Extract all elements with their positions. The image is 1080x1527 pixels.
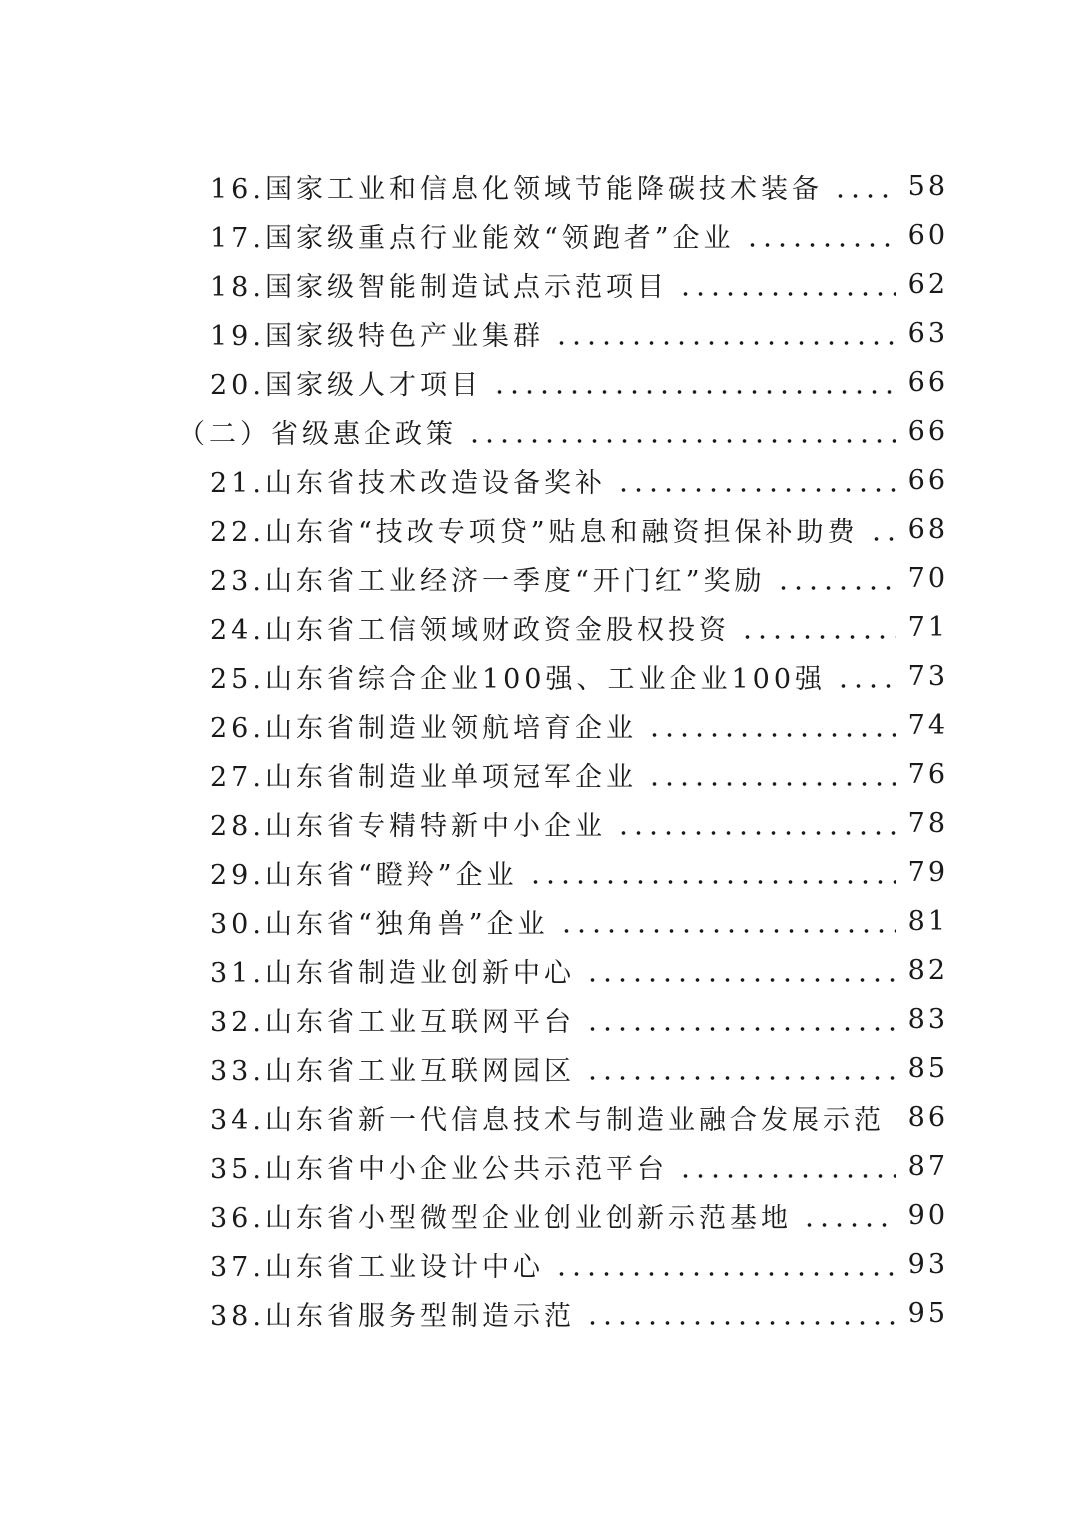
toc-entry-page: 76 (907, 759, 948, 790)
dot-leader (869, 537, 896, 541)
toc-entry-page: 66 (907, 465, 948, 496)
toc-entry-title: 27.山东省制造业单项冠军企业 (210, 762, 637, 793)
toc-entry-title: 32.山东省工业互联网平台 (210, 1007, 575, 1038)
toc-entry-title: 16.国家工业和信息化领域节能降碳技术装备 (210, 174, 823, 205)
toc-entry-title: 24.山东省工信领域财政资金股权投资 (210, 615, 730, 646)
toc-entry-title: 31.山东省制造业创新中心 (210, 958, 575, 989)
toc-section-provincial[interactable] (0, 407, 1080, 456)
toc-entry-33[interactable] (0, 1044, 1080, 1093)
toc-entry-28[interactable] (0, 799, 1080, 848)
dot-leader (467, 439, 896, 443)
toc-entry-title: 25.山东省综合企业100强、工业企业100强 (210, 664, 827, 695)
dot-leader (895, 1125, 896, 1129)
toc-entry-page: 95 (907, 1298, 948, 1329)
dot-leader (585, 978, 896, 982)
toc-entry-18[interactable] (0, 260, 1080, 309)
dot-leader (678, 292, 896, 296)
toc-section-title: （二）省级惠企政策 (178, 419, 457, 450)
dot-leader (776, 586, 896, 590)
toc-entry-29[interactable] (0, 848, 1080, 897)
toc-entry-26[interactable] (0, 701, 1080, 750)
toc-entry-27[interactable] (0, 750, 1080, 799)
toc-entry-32[interactable] (0, 995, 1080, 1044)
toc-section-page: 66 (907, 416, 948, 447)
toc-entry-title: 18.国家级智能制造试点示范项目 (210, 272, 668, 303)
toc-entry-title: 38.山东省服务型制造示范 (210, 1301, 575, 1332)
toc-entry-24[interactable] (0, 603, 1080, 652)
toc-entry-page: 62 (907, 269, 948, 300)
dot-leader (745, 243, 896, 247)
dot-leader (585, 1321, 896, 1325)
toc-entry-31[interactable] (0, 946, 1080, 995)
toc-entry-16[interactable] (0, 162, 1080, 211)
toc-entry-page: 63 (907, 318, 948, 349)
dot-leader (554, 341, 896, 345)
dot-leader (528, 880, 896, 884)
dot-leader (647, 782, 896, 786)
dot-leader (616, 488, 896, 492)
dot-leader (559, 929, 896, 933)
toc-entry-25[interactable] (0, 652, 1080, 701)
dot-leader (616, 831, 896, 835)
toc-entry-page: 73 (907, 661, 948, 692)
toc-entry-30[interactable] (0, 897, 1080, 946)
toc-entry-38[interactable] (0, 1289, 1080, 1338)
toc-entry-title: 26.山东省制造业领航培育企业 (210, 713, 637, 744)
dot-leader (585, 1027, 896, 1031)
toc-entry-page: 87 (907, 1151, 948, 1182)
toc-entry-page: 83 (907, 1004, 948, 1035)
dot-leader (647, 733, 896, 737)
toc-entry-page: 68 (907, 514, 948, 545)
toc-entry-title: 30.山东省“独角兽”企业 (210, 909, 549, 940)
toc-entry-title: 29.山东省“瞪羚”企业 (210, 860, 518, 891)
toc-entry-page: 60 (907, 220, 948, 251)
toc-entry-17[interactable] (0, 211, 1080, 260)
dot-leader (492, 390, 896, 394)
toc-entry-page: 71 (907, 612, 948, 643)
toc-entry-title: 33.山东省工业互联网园区 (210, 1056, 575, 1087)
toc-entry-34[interactable] (0, 1093, 1080, 1142)
dot-leader (740, 635, 896, 639)
toc-entry-page: 74 (907, 710, 948, 741)
toc-entry-page: 90 (907, 1200, 948, 1231)
toc-entry-title: 34.山东省新一代信息技术与制造业融合发展示范 (210, 1105, 885, 1136)
toc-entry-21[interactable] (0, 456, 1080, 505)
toc-entry-page: 82 (907, 955, 948, 986)
dot-leader (836, 684, 896, 688)
toc-entry-page: 81 (907, 906, 948, 937)
toc-entry-page: 79 (907, 857, 948, 888)
toc-entry-title: 23.山东省工业经济一季度“开门红”奖励 (210, 566, 766, 597)
toc-entry-title: 36.山东省小型微型企业创业创新示范基地 (210, 1203, 792, 1234)
toc-entry-title: 17.国家级重点行业能效“领跑者”企业 (210, 223, 735, 254)
dot-leader (833, 194, 896, 198)
dot-leader (678, 1174, 896, 1178)
toc-entry-title: 37.山东省工业设计中心 (210, 1252, 544, 1283)
toc-entry-page: 58 (907, 171, 948, 202)
toc-entry-title: 28.山东省专精特新中小企业 (210, 811, 606, 842)
toc-entry-title: 35.山东省中小企业公共示范平台 (210, 1154, 668, 1185)
toc-entry-page: 86 (907, 1102, 948, 1133)
toc-entry-title: 20.国家级人才项目 (210, 370, 482, 401)
dot-leader (802, 1223, 896, 1227)
toc-entry-title: 19.国家级特色产业集群 (210, 321, 544, 352)
toc-entry-22[interactable] (0, 505, 1080, 554)
toc-entry-page: 70 (907, 563, 948, 594)
toc-entry-page: 85 (907, 1053, 948, 1084)
toc-entry-37[interactable] (0, 1240, 1080, 1289)
dot-leader (554, 1272, 896, 1276)
toc-entry-page: 78 (907, 808, 948, 839)
toc-entry-page: 93 (907, 1249, 948, 1280)
toc-entry-35[interactable] (0, 1142, 1080, 1191)
toc-entry-title: 21.山东省技术改造设备奖补 (210, 468, 606, 499)
toc-entry-23[interactable] (0, 554, 1080, 603)
toc-entry-20[interactable] (0, 358, 1080, 407)
dot-leader (585, 1076, 896, 1080)
toc-entry-19[interactable] (0, 309, 1080, 358)
toc-entry-36[interactable] (0, 1191, 1080, 1240)
toc-entry-title: 22.山东省“技改专项贷”贴息和融资担保补助费 (210, 517, 859, 548)
toc-entry-page: 66 (907, 367, 948, 398)
